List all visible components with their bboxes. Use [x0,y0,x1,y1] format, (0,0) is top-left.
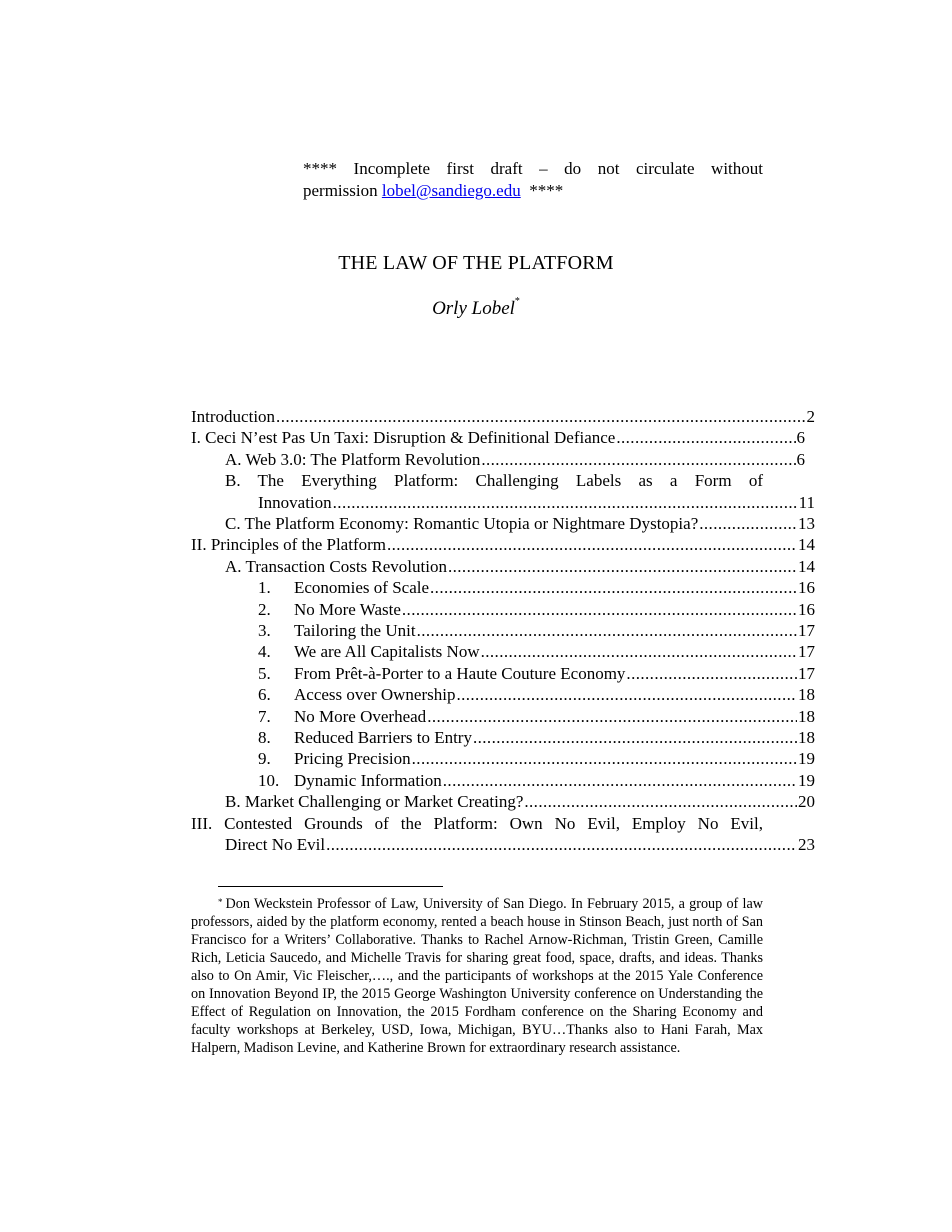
toc-entry-page: 11 [798,492,815,512]
toc-entry-label [258,641,480,663]
footnote-separator [218,886,443,887]
toc-entry-label [225,791,523,813]
toc-entry-number: 6. [258,685,271,705]
footnote-text: Don Weckstein Professor of Law, University of San Diego. In February 2015, a group of law professors, aided by the platform economy, rented a beach house in Stinson Beach, just north of San Francisco for a Writers’ Collaborative. Thanks to Rachel Arnow-Richman, Tristin Green, Camille Rich, Leticia Saucedo, and Michelle Travis for sharing great food, space, drafts, and ideas. Thanks also to On Amir, Vic Fleischer,…., and the participants of workshops at the 2015 Yale Conference on Innovation Beyond IP, the 2015 George Washington University conference on Understanding the Effect of Regulation on Innovation, the 2015 Fordham conference on the Sharing Economy and faculty workshops at Berkeley, USD, Iowa, Michigan, BYU…Thanks also to Hani Farah, Max Halpern, Madison Levine, and Katherine Brown for extraordinary research assistance. [191,896,763,1056]
toc-entry-text: No More Waste [294,599,401,619]
toc-leader-dots [387,534,797,556]
toc-entry[interactable] [191,834,815,856]
toc-entry-text: We are All Capitalists Now [294,642,480,662]
toc-entry-page: 18 [798,706,815,726]
toc-entry-page: 20 [798,792,815,812]
toc-leader-dots [402,599,797,621]
toc-entry-text: Reduced Barriers to Entry [294,728,472,747]
toc-entry-label [225,834,325,856]
toc-leader-dots [430,577,797,599]
toc-leader-dots [443,770,797,792]
toc-entry[interactable] [191,727,815,749]
toc-entry[interactable] [191,770,815,792]
toc-leader-dots [276,406,805,428]
toc-leader-dots [481,641,797,663]
toc-entry-page: 6 [796,449,805,469]
toc-entry-label [191,406,275,428]
toc-entry-number: 5. [258,663,271,683]
toc-entry-number: 4. [258,642,271,662]
draft-notice-line1: **** Incomplete first draft – do not circulate without [303,159,763,178]
toc-leader-dots [456,684,797,706]
toc-entry-number: 3. [258,621,271,640]
toc-entry-text: B. Market Challenging or Market Creating? [225,792,524,812]
email-link[interactable]: lobel@sandiego.edu [381,181,521,200]
toc-entry-label [258,748,411,770]
toc-entry[interactable] [191,577,815,599]
toc-entry-text: Tailoring the Unit [294,621,416,640]
toc-entry-text: Pricing Precision [294,749,411,769]
toc-entry-label [225,513,698,535]
toc-entry-page: 13 [798,514,815,533]
toc-entry-text: I. Ceci N’est Pas Un Taxi: Disruption & Definitional Defiance [191,428,616,448]
toc-leader-dots [699,513,797,535]
toc-entry-number: 8. [258,728,271,747]
toc-entry[interactable] [191,556,815,578]
draft-notice-suffix: **** [520,181,564,200]
toc-entry-text: Economies of Scale [294,578,430,598]
toc-entry-label [225,449,480,471]
toc-entry-page: 18 [798,728,815,747]
toc-entry[interactable] [191,534,815,556]
footnote [191,895,763,1057]
toc-entry-text: Direct No Evil [225,835,326,854]
toc-entry-text: Introduction [191,407,276,426]
draft-notice-prefix: permission [303,181,382,200]
toc-entry-label [258,706,426,728]
toc-leader-dots [448,556,797,578]
toc-leader-dots [626,663,797,685]
toc-entry-text: III. Contested Grounds of the Platform: Own No Evil, Employ No Evil, [191,813,763,833]
toc-leader-dots [417,620,797,642]
toc-entry-text: C. The Platform Economy: Romantic Utopia or Nightmare Dystopia? [225,514,699,533]
toc-leader-dots [333,492,798,514]
toc-entry-page: 18 [798,685,815,705]
toc-entry[interactable] [191,641,815,663]
toc-entry-page: 2 [806,407,815,426]
toc-leader-dots [473,727,797,749]
toc-entry-page: 19 [798,749,815,769]
toc-entry-text: Access over Ownership [294,685,456,705]
toc-leader-dots [524,791,797,813]
draft-notice [303,158,763,202]
toc-entry[interactable] [191,748,815,770]
toc-entry-label [258,620,416,642]
toc-leader-dots [481,449,795,471]
toc-entry-label [258,684,455,706]
toc-entry-number: 10. [258,770,280,790]
toc-entry-text: Innovation [258,492,332,512]
toc-entry[interactable] [191,706,815,728]
toc-entry-number: 2. [258,599,271,619]
toc-leader-dots [326,834,797,856]
toc-entry-label [258,727,472,749]
footnote-mark: * [218,897,223,907]
toc-entry[interactable] [191,684,815,706]
toc-entry[interactable] [191,513,815,535]
toc-entry-page: 14 [798,535,815,555]
toc-entry-page: 19 [798,770,815,790]
toc-entry[interactable] [191,620,815,642]
toc-entry[interactable] [191,427,805,449]
toc-entry-page: 17 [798,642,815,662]
toc-entry[interactable] [191,406,815,428]
toc-entry-page: 6 [796,428,805,448]
toc-leader-dots [616,427,795,449]
toc-entry-label [258,492,332,514]
toc-entry-text: II. Principles of the Platform [191,535,386,555]
author-footnote-mark[interactable]: * [514,296,520,307]
toc-entry-text: A. Web 3.0: The Platform Revolution [225,449,481,469]
toc-entry-label [225,470,763,492]
toc-entry-page: 17 [798,621,815,640]
toc-entry-label [191,813,763,835]
toc-entry-text: No More Overhead [294,706,427,726]
toc-entry-text: From Prêt-à-Porter to a Haute Couture Economy [294,663,626,683]
toc-entry-page: 16 [798,599,815,619]
toc-entry[interactable] [191,470,763,492]
toc-entry[interactable] [191,791,815,813]
toc-entry[interactable] [191,663,815,685]
toc-entry-label [258,599,401,621]
toc-entry-page: 14 [798,556,815,576]
toc-entry-label [258,770,442,792]
toc-entry-text: A. Transaction Costs Revolution [225,556,447,576]
toc-entry-label [258,577,429,599]
author-name: Orly Lobel [432,298,515,319]
toc-entry-number: 1. [258,578,271,598]
toc-entry-label [191,427,615,449]
toc-entry-label [258,663,625,685]
toc-entry-label [191,534,386,556]
toc-entry[interactable] [191,449,805,471]
toc-entry[interactable] [191,813,763,835]
toc-entry-label [225,556,447,578]
toc-entry-page: 17 [798,663,815,683]
toc-entry-number: 7. [258,706,271,726]
paper-title: THE LAW OF THE PLATFORM [338,252,614,274]
toc-entry[interactable] [191,599,815,621]
toc-entry-number: 9. [258,749,271,769]
toc-entry-text: Dynamic Information [294,770,442,790]
author-line [0,298,952,320]
toc-leader-dots [412,748,797,770]
toc-entry-page: 16 [798,578,815,598]
toc-entry-text: B. The Everything Platform: Challenging Labels as a Form of [225,471,763,491]
toc-entry[interactable] [191,492,815,514]
toc-entry-page: 23 [798,835,815,854]
toc-leader-dots [427,706,797,728]
